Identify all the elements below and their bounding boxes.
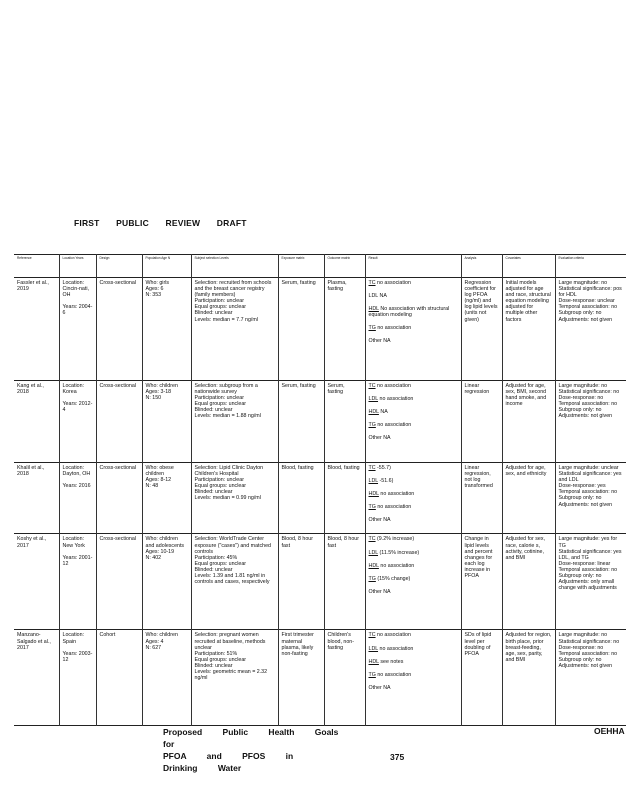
covariates-cell: Adjusted for sex, race, calorie s, activity, cotinine, and BMI bbox=[502, 534, 555, 630]
design-cell: Cross-sectional bbox=[96, 381, 142, 463]
header-cell: Subject selection Levels bbox=[191, 255, 278, 278]
criteria-cell: Large magnitude: yes for TG Statistical significance: yes LDL, and TG Dose-response: linear Temporal association: no Subgroup only: no Adjustments: only small change with adjustments bbox=[555, 534, 626, 630]
reference-cell: Kang et al., 2018 bbox=[17, 383, 44, 396]
result-tc: TC (9.2% increase) bbox=[368, 536, 415, 543]
result-ldl: LDL -51.6) bbox=[368, 478, 394, 485]
outcome-matrix-cell: Children's blood, non-fasting bbox=[324, 630, 365, 726]
result-other: Other NA bbox=[368, 588, 391, 595]
results-cell bbox=[365, 278, 461, 381]
population-cell: Who: children and adolescents Ages: 10-19 N: 402 bbox=[142, 534, 191, 630]
table-row bbox=[14, 534, 626, 630]
covariates-cell: Adjusted for age, sex, BMI, second hand smoke, and income bbox=[502, 381, 555, 463]
years-text: Years: 2003-12 bbox=[62, 650, 93, 663]
result-tg: TG no association bbox=[368, 504, 412, 511]
result-other: Other NA bbox=[368, 435, 391, 442]
analysis-cell: Change in lipid levels and percent changes for each log increase in PFOA bbox=[461, 534, 502, 630]
header-cell: Population Age N bbox=[142, 255, 191, 278]
design-cell: Cross-sectional bbox=[96, 463, 142, 534]
study-table bbox=[14, 254, 626, 726]
covariates-cell: Adjusted for region, birth place, prior breast-feeding, age, sex, parity, and BMI bbox=[502, 630, 555, 726]
footer-agency: OEHHA bbox=[594, 726, 625, 736]
draft-header: FIRST PUBLIC REVIEW DRAFT bbox=[74, 218, 247, 228]
table-row bbox=[14, 278, 626, 381]
header-cell: Reference bbox=[17, 256, 32, 260]
footer-title-line-1: Proposed Public Health Goals for bbox=[163, 727, 339, 749]
criteria-cell: Large magnitude: no Statistical significance: no Dose-response: no Temporal association: no Subgroup only: no Adjustments: not given bbox=[555, 630, 626, 726]
result-ldl: LDL no association bbox=[368, 645, 414, 652]
reference-cell: Koshy et al., 2017 bbox=[17, 536, 47, 549]
exposure-cell: Blood, fasting bbox=[278, 463, 324, 534]
table-row bbox=[14, 381, 626, 463]
design-cell: Cross-sectional bbox=[96, 278, 142, 381]
result-tc: TC no association bbox=[368, 383, 411, 389]
years-text: Years: 2001-12 bbox=[62, 554, 93, 567]
selection-cell: Selection: Lipid Clinic Dayton Children's Hospital Participation: unclear Equal groups: unclear Blinded: unclear Levels: median = 0.99 ng/ml bbox=[191, 463, 278, 534]
header-cell: Exposure matrix bbox=[278, 255, 324, 278]
population-cell: Who: girls Ages: 6 N: 353 bbox=[142, 278, 191, 381]
results-cell bbox=[365, 463, 461, 534]
location-text: Location: Dayton, OH bbox=[62, 465, 91, 478]
location-text: Location: Korea bbox=[62, 383, 84, 396]
exposure-cell: Serum, fasting bbox=[278, 278, 324, 381]
selection-cell: Selection: pregnant women recruited at baseline, methods unclear Participation: 51% Equal groups: unclear Blinded: unclear Levels: geometric mean = 2.32 ng/ml bbox=[191, 630, 278, 726]
table-header-row bbox=[14, 255, 626, 278]
study-table-container bbox=[14, 254, 622, 726]
population-cell: Who: obese children Ages: 8-12 N: 48 bbox=[142, 463, 191, 534]
header-cell: Location Years bbox=[59, 255, 96, 278]
header-cell: Evaluation criteria bbox=[555, 255, 626, 278]
years-text: Years: 2004-6 bbox=[62, 304, 93, 317]
result-other: Other NA bbox=[368, 338, 391, 345]
results-cell bbox=[365, 630, 461, 726]
selection-cell: Selection: subgroup from a nationwide survey Participation: unclear Equal groups: unclear Blinded: unclear Levels: median = 1.88 ng/ml bbox=[191, 381, 278, 463]
result-hdl: HDL no association bbox=[368, 562, 415, 569]
location-text: Location: New York bbox=[62, 536, 85, 549]
population-cell: Who: children Ages: 3-18 N: 150 bbox=[142, 381, 191, 463]
criteria-cell: Large magnitude: no Statistical significance: pos for HDL Dose-response: unclear Temporal association: no Subgroup only: no Adjustments: not given bbox=[555, 278, 626, 381]
design-cell: Cross-sectional bbox=[96, 534, 142, 630]
location-cell bbox=[59, 463, 96, 534]
analysis-cell: Linear regression bbox=[461, 381, 502, 463]
result-tc: TC no association bbox=[368, 632, 411, 639]
result-hdl: HDL see notes bbox=[368, 658, 404, 665]
footer-title bbox=[163, 726, 343, 774]
years-text: Years: 2016 bbox=[62, 483, 91, 490]
result-hdl: HDL No association with structural equation modeling bbox=[368, 306, 450, 319]
covariates-cell: Initial models adjusted for age and race, structural equation modeling adjusted for multiple other factors bbox=[502, 278, 555, 381]
page-number: 375 bbox=[390, 752, 405, 762]
header-cell: Covariates bbox=[502, 255, 555, 278]
result-ldl: LDL NA bbox=[368, 293, 387, 300]
outcome-matrix-cell: Plasma, fasting bbox=[324, 278, 365, 381]
header-cell: Analysis bbox=[461, 255, 502, 278]
result-tg: TG no association bbox=[368, 671, 412, 678]
years-text: Years: 2012-4 bbox=[62, 401, 93, 414]
results-cell bbox=[365, 381, 461, 463]
location-cell bbox=[59, 381, 96, 463]
population-cell: Who: children Ages: 4 N: 627 bbox=[142, 630, 191, 726]
exposure-cell: Serum, fasting bbox=[278, 381, 324, 463]
results-cell bbox=[365, 534, 461, 630]
location-text: Location: Cincin-nati, OH bbox=[62, 280, 89, 299]
selection-cell: Selection: WorldTrade Center exposure ("cases") and matched controls Participation: 45% Equal groups: unclear Blinded: unclear Levels: 1.39 and 1.81 ng/ml in controls and cases, respectively bbox=[191, 534, 278, 630]
analysis-cell: Linear regression, not log transformed bbox=[461, 463, 502, 534]
outcome-matrix-cell: Serum, fasting bbox=[324, 381, 365, 463]
criteria-cell: Large magnitude: unclear Statistical significance: yes and LDL Dose-response: yes Temporal association: no Subgroup only: no Adjustments: not given bbox=[555, 463, 626, 534]
location-text: Location: Spain bbox=[62, 632, 84, 645]
result-hdl: HDL no association bbox=[368, 491, 415, 498]
reference-cell: Fassler et al., 2019 bbox=[17, 280, 49, 293]
analysis-cell: Regression coefficient for log PFOA (ng/ml) and log lipid levels (units not given) bbox=[461, 278, 502, 381]
exposure-cell: First trimester maternal plasma, likely non-fasting bbox=[278, 630, 324, 726]
result-tc: TC -55.7) bbox=[368, 465, 391, 471]
footer-title-line-2: PFOA and PFOS in Drinking Water bbox=[163, 751, 294, 773]
header-cell: Design bbox=[96, 255, 142, 278]
design-cell: Cohort bbox=[96, 630, 142, 726]
table-row bbox=[14, 463, 626, 534]
selection-cell: Selection: recruited from schools and the breast cancer registry (family members) Participation: unclear Equal groups: unclear Blinded: unclear Levels: median = 7.7 ng/ml bbox=[191, 278, 278, 381]
outcome-matrix-cell: Blood, fasting bbox=[324, 463, 365, 534]
header-cell: Outcome matrix bbox=[324, 255, 365, 278]
reference-cell: Khalil et al., 2018 bbox=[17, 465, 45, 478]
criteria-cell: Large magnitude: no Statistical significance: no Dose-response: no Temporal association: no Subgroup only: no Adjustments: not given bbox=[555, 381, 626, 463]
result-other: Other NA bbox=[368, 684, 391, 691]
table-row bbox=[14, 630, 626, 726]
result-tg: TG no association bbox=[368, 422, 412, 429]
location-cell bbox=[59, 630, 96, 726]
exposure-cell: Blood, 8 hour fast bbox=[278, 534, 324, 630]
covariates-cell: Adjusted for age, sex, and ethnicity bbox=[502, 463, 555, 534]
result-tg: TG (15% change) bbox=[368, 575, 411, 582]
location-cell bbox=[59, 534, 96, 630]
result-other: Other NA bbox=[368, 517, 391, 524]
location-cell bbox=[59, 278, 96, 381]
outcome-matrix-cell: Blood, 8 hour fast bbox=[324, 534, 365, 630]
result-tc: TC no association bbox=[368, 280, 411, 286]
analysis-cell: SDs of lipid level per doubling of PFOA bbox=[461, 630, 502, 726]
result-ldl: LDL no association bbox=[368, 396, 414, 403]
result-hdl: HDL NA bbox=[368, 409, 388, 416]
result-ldl: LDL (11.5% increase) bbox=[368, 549, 420, 556]
header-cell: Result bbox=[365, 255, 461, 278]
reference-cell: Manzano-Salgado et al., 2017 bbox=[17, 632, 51, 651]
result-tg: TG no association bbox=[368, 325, 412, 332]
